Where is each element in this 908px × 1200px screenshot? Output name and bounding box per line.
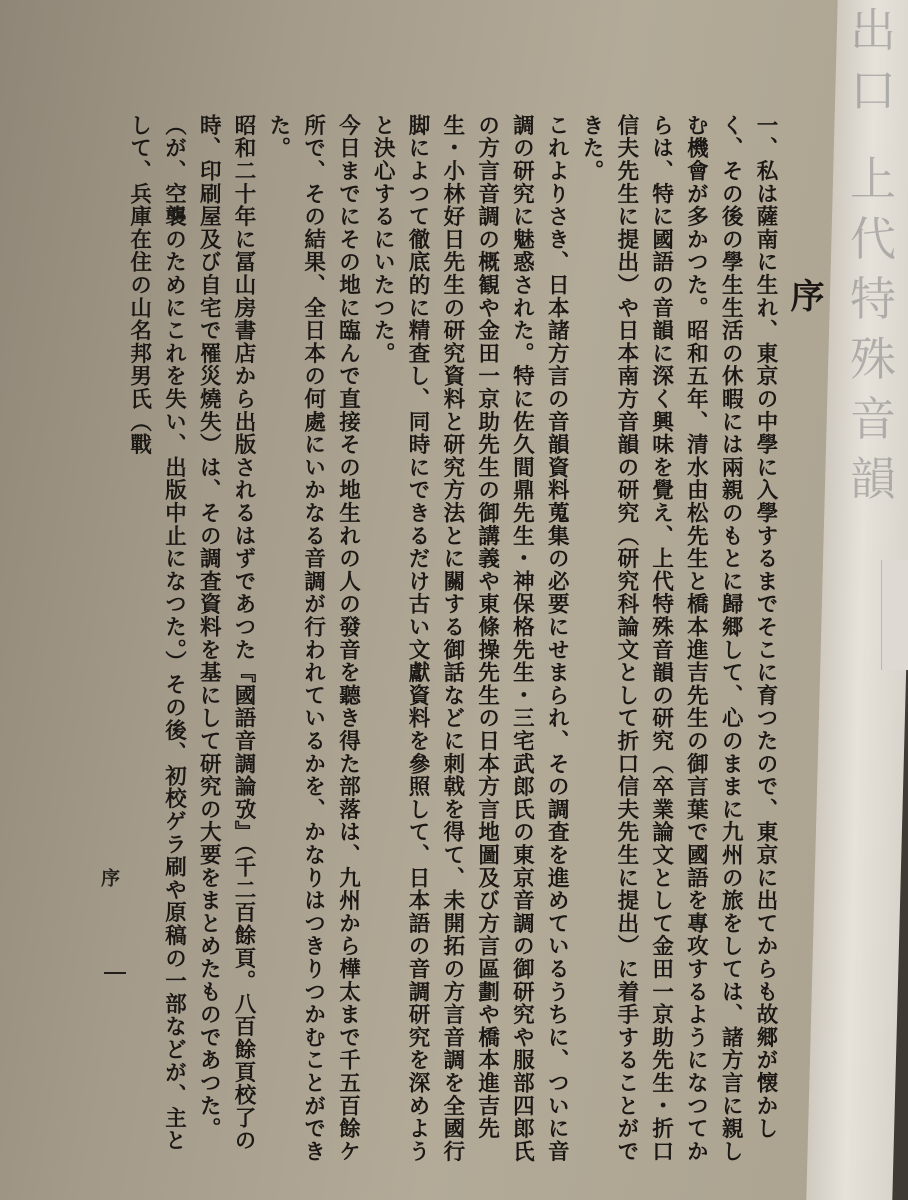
preface-body: [126, 114, 782, 1174]
page-title: 序: [784, 278, 824, 312]
paragraph-3: 今日までにその地に臨んで直接その地生れの人の發音を聽き得た部落は、九州から樺太まで千五百餘ケ所で、その結果、全日本の何處にいかなる音調が行われているかを、かなりはつきりつかむことができた。: [265, 114, 361, 1163]
page-number: [104, 972, 126, 974]
adjacent-page-edge: [881, 560, 908, 670]
paragraph-4: 昭和二十年に冨山房書店から出版されるはずであつた『國語音調論攷』（千二百餘頁。八百餘頁校了の時、印刷屋及び自宅で罹災燒失）は、その調査資料を基にして研究の大要をまとめたものであつた。（が、空襲のためにこれを失い、出版中止になつた。）その後、初校ゲラ刷や原稿の一部などが、主として、兵庫在住の山名邦男氏（戰: [126, 114, 257, 1153]
paragraph-2: これよりさき、日本諸方言の音韻資料蒐集の必要にせまられ、その調査を進めているうちに、ついに音調の研究に魅惑された。特に佐久間鼎先生・神保格先生・三宅武郎氏の東京音調の御研究や服部四郎氏の方言音調の概観や金田一京助先生の御講義や東條操先生の日本方言地圖及び方言區劃や橋本進吉先生・小林好日先生の研究資料と研究方法とに關する御話などに刺戟を得て、未開拓の方言音調を全國行脚によつて徹底的に精査し、同時にできるだけ古い文獻資料を參照して、日本語の音調研究を深めようと決心するにいたつた。: [370, 114, 570, 1163]
running-footer: 序: [98, 868, 120, 887]
paragraph-1: 一、私は薩南に生れ、東京の中學に入學するまでそこに育つたので、東京に出てからも故郷が懐かしく、その後の學生生活の休暇には兩親のもとに歸郷して、心のままに九州の旅をしては、諸方言に親しむ機會が多かつた。昭和五年、清水由松先生と橋本進吉先生の御言葉で國語を專攻するようになつてからは、特に國語の音韻に深く興味を覺え、上代特殊音韻の研究（卒業論文として金田一京助先生・折口信夫先生に提出）や日本南方音韻の研究（研究科論文として折口信夫先生に提出）に着手することができた。: [579, 114, 778, 1163]
adjacent-page-bleed-text: 出口 上代特殊音韻: [843, 6, 897, 515]
